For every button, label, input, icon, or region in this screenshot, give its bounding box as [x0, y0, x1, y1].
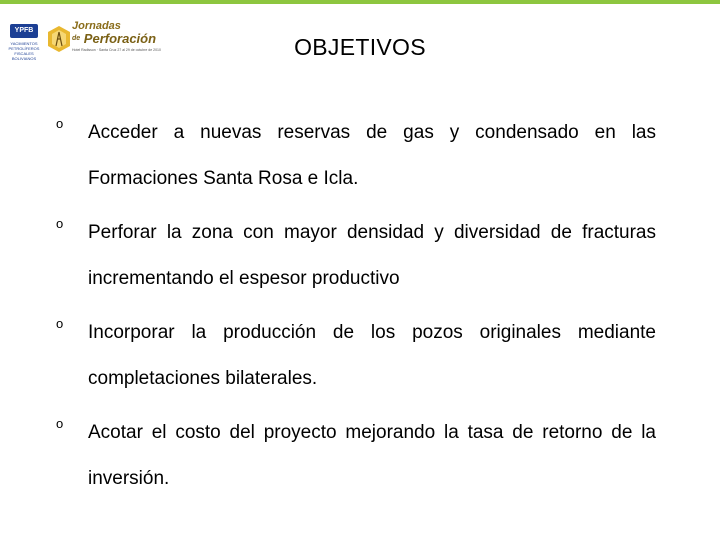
event-title-de: de — [72, 35, 81, 42]
top-accent-bar — [0, 0, 720, 4]
ypfb-logo-subtitle: YACIMIENTOS PETROLÍFEROS FISCALES BOLIVIANOS — [8, 41, 40, 61]
list-item — [56, 410, 656, 502]
page-title: OBJETIVOS — [294, 34, 426, 60]
objectives-list — [56, 110, 656, 510]
list-item — [56, 110, 656, 202]
bullet-circle-icon: o — [56, 116, 64, 131]
list-item-text: Perforar la zona con mayor densidad y diversidad de fracturas incrementando el espesor productivo — [88, 222, 656, 289]
list-item-text: Incorporar la producción de los pozos originales mediante completaciones bilaterales. — [88, 322, 656, 389]
list-item — [56, 310, 656, 402]
list-item — [56, 210, 656, 302]
bullet-circle-icon: o — [56, 216, 64, 231]
event-date: Hotel Radisson · Santa Cruz 27 al 29 de octubre de 2010 — [72, 48, 161, 52]
event-title-line1: Jornadas — [72, 20, 121, 32]
list-item-text: Acceder a nuevas reservas de gas y condensado en las Formaciones Santa Rosa e Icla. — [88, 122, 656, 189]
bullet-circle-icon: o — [56, 416, 64, 431]
bullet-circle-icon: o — [56, 316, 64, 331]
ypfb-logo-mark: YPFB — [10, 24, 38, 38]
event-title-perforacion: Perforación — [83, 31, 157, 46]
list-item-text: Acotar el costo del proyecto mejorando la tasa de retorno de la inversión. — [88, 422, 656, 489]
